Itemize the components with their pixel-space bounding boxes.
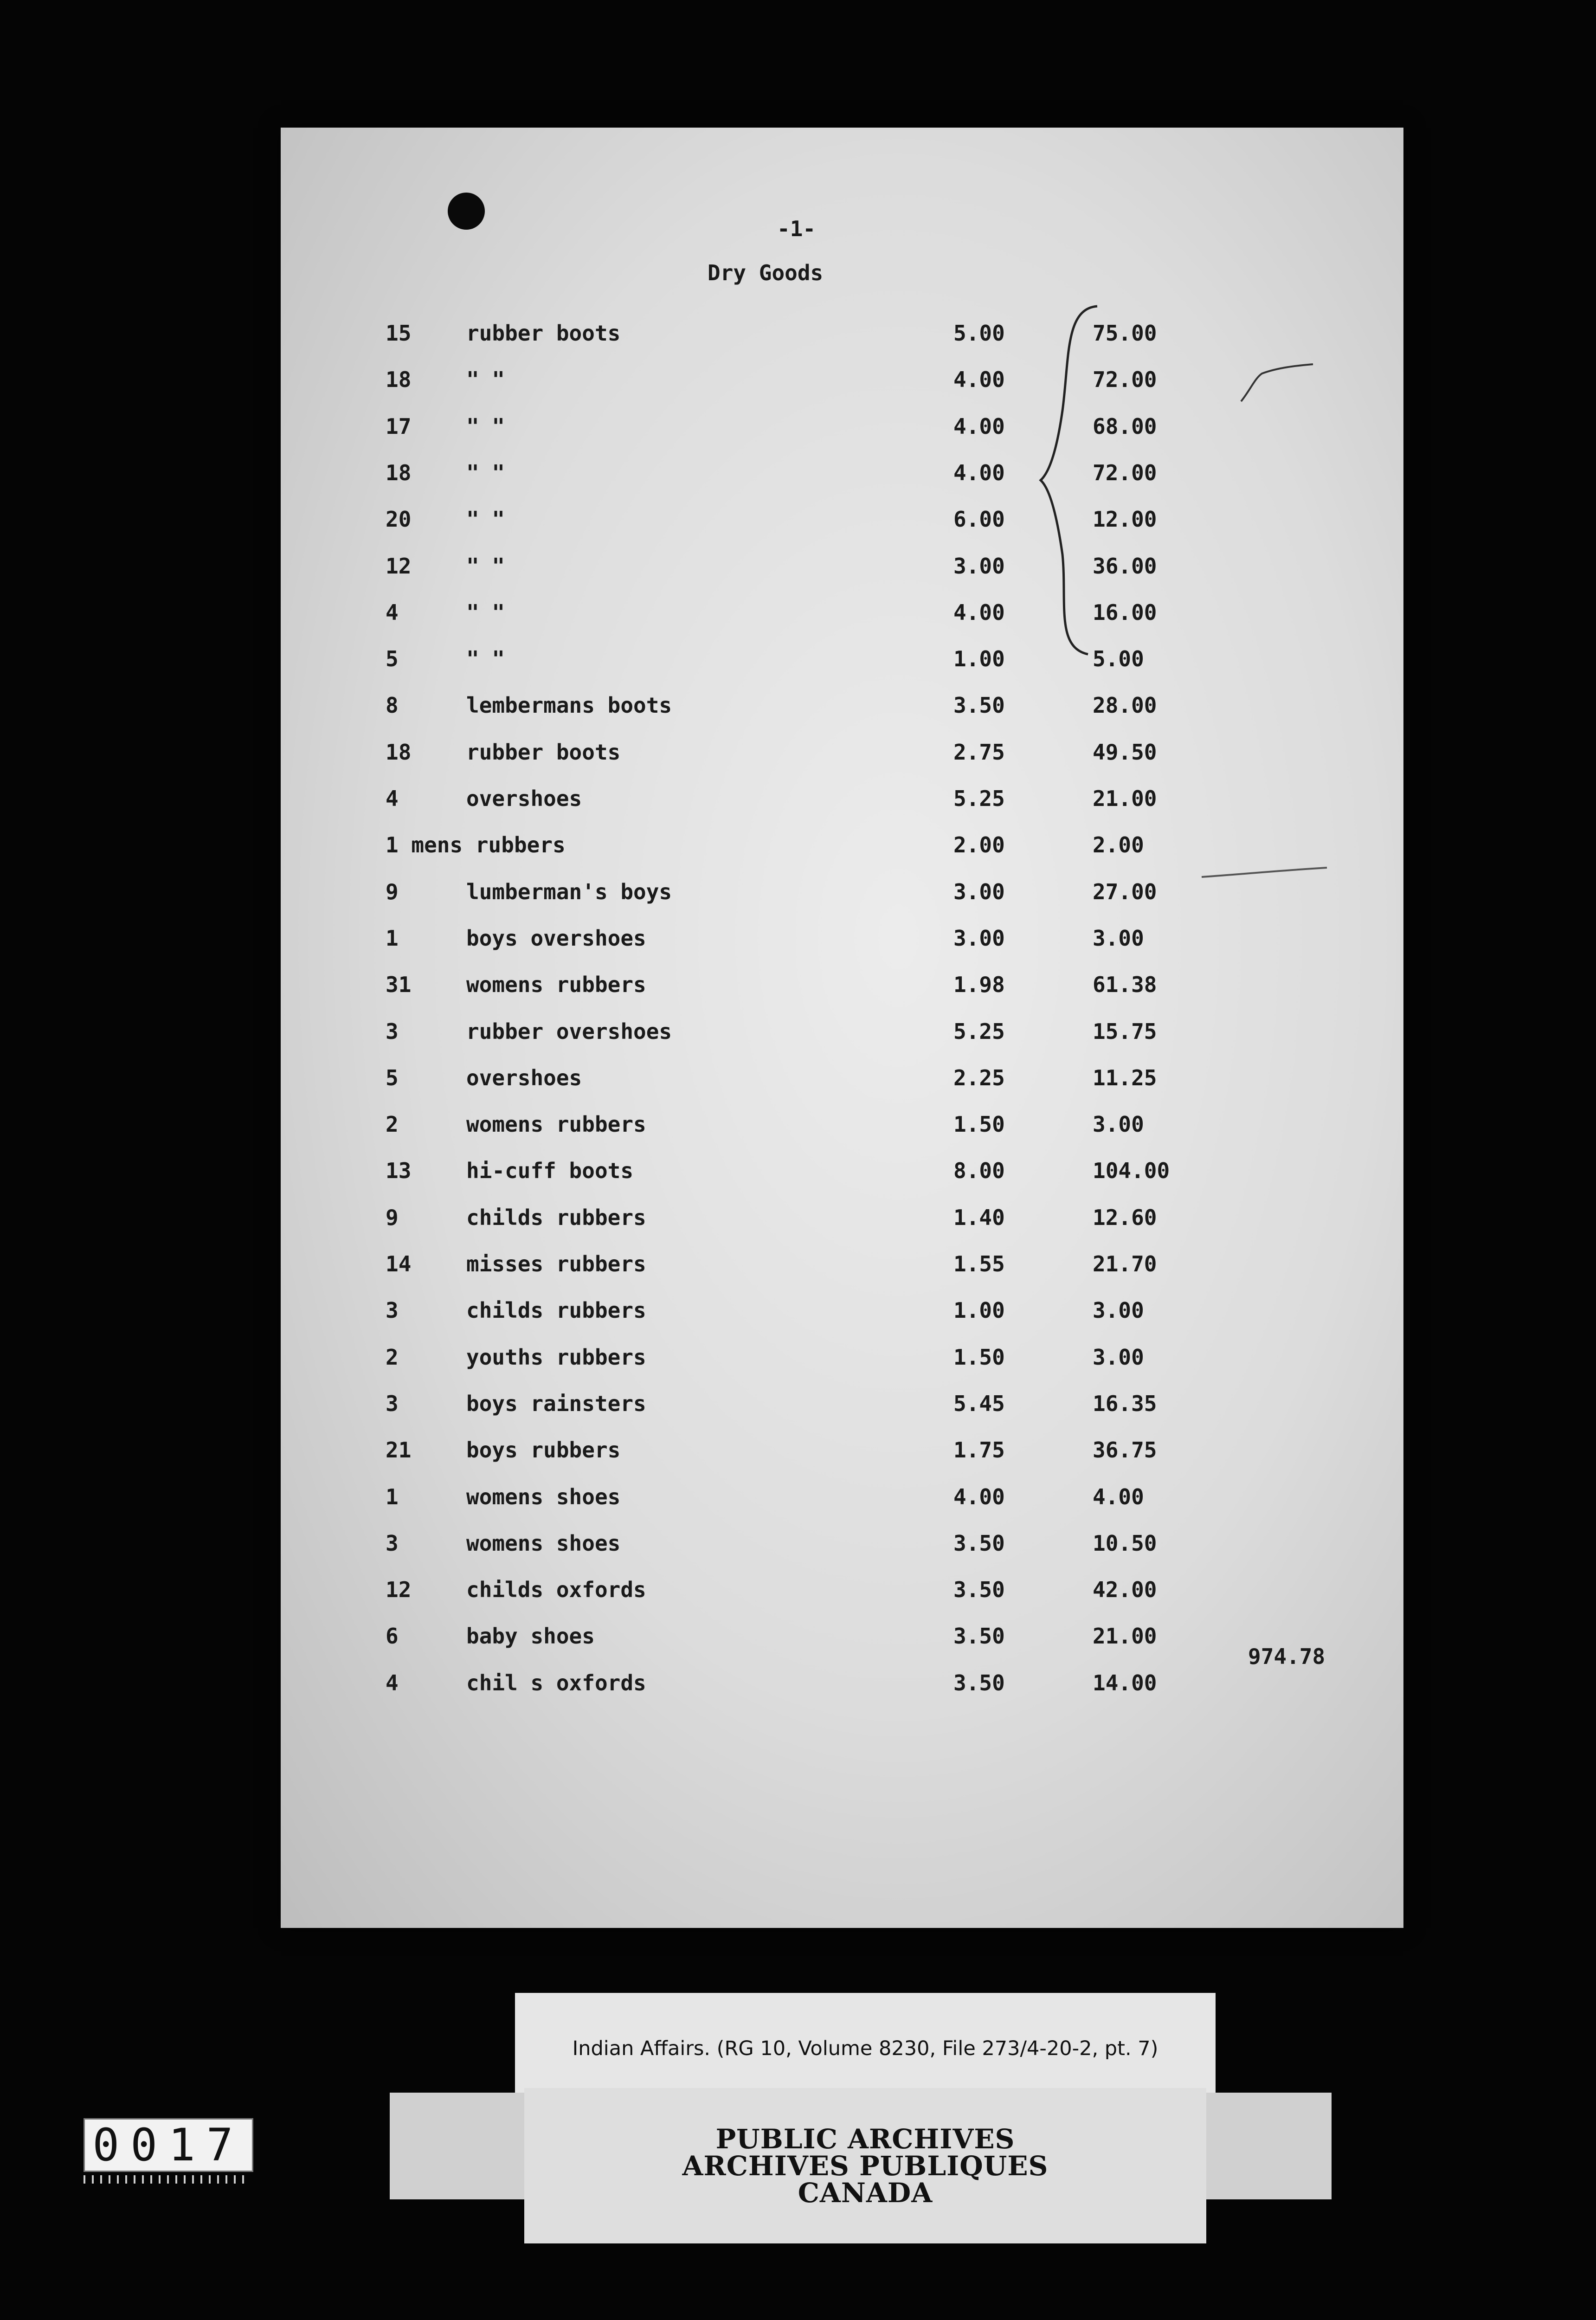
- item-cell: womens shoes: [466, 1484, 621, 1509]
- table-row: [281, 1207, 1403, 1235]
- price-cell: 5.45: [953, 1391, 1005, 1416]
- item-cell: overshoes: [466, 786, 582, 811]
- film-ticks: [84, 2175, 251, 2184]
- total-cell: 5.00: [1093, 646, 1144, 672]
- total-cell: 72.00: [1093, 460, 1157, 485]
- qty-cell: 14: [386, 1251, 412, 1276]
- item-cell: hi-cuff boots: [466, 1158, 634, 1184]
- qty-cell: 8: [386, 693, 399, 718]
- qty-cell: 5: [386, 1065, 399, 1090]
- qty-cell: 3: [386, 1530, 399, 1556]
- price-cell: 5.00: [953, 321, 1005, 346]
- total-cell: 27.00: [1093, 879, 1157, 904]
- price-cell: 4.00: [953, 413, 1005, 439]
- qty-cell: 4: [386, 786, 399, 811]
- total-cell: 21.00: [1093, 786, 1157, 811]
- qty-cell: 2: [386, 1112, 399, 1137]
- table-row: [281, 462, 1403, 490]
- item-cell: boys rubbers: [466, 1437, 621, 1463]
- price-cell: 1.00: [953, 646, 1005, 672]
- table-row: [281, 741, 1403, 769]
- qty-cell: 1 mens rubbers: [386, 832, 566, 858]
- table-row: [281, 1160, 1403, 1188]
- qty-cell: 4: [386, 599, 399, 625]
- check-mark-icon: [1236, 362, 1315, 404]
- item-cell: rubber boots: [466, 321, 621, 346]
- item-cell: " ": [466, 553, 505, 579]
- table-row: [281, 1579, 1403, 1607]
- item-cell: rubber overshoes: [466, 1018, 672, 1044]
- total-cell: 2.00: [1093, 832, 1144, 858]
- grand-total: 974.78: [1248, 1644, 1326, 1669]
- table-row: [281, 1672, 1403, 1700]
- price-cell: 3.50: [953, 693, 1005, 718]
- document-page: [281, 128, 1403, 1928]
- total-cell: 3.00: [1093, 1112, 1144, 1137]
- table-row: [281, 974, 1403, 1002]
- price-cell: 5.25: [953, 786, 1005, 811]
- price-cell: 3.00: [953, 553, 1005, 579]
- item-cell: misses rubbers: [466, 1251, 646, 1276]
- qty-cell: 5: [386, 646, 399, 672]
- total-cell: 21.70: [1093, 1251, 1157, 1276]
- price-cell: 2.00: [953, 832, 1005, 858]
- item-cell: boys rainsters: [466, 1391, 646, 1416]
- table-row: [281, 1344, 1403, 1374]
- total-cell: 36.75: [1093, 1437, 1157, 1463]
- price-cell: 3.50: [953, 1670, 1005, 1695]
- total-cell: 3.00: [1093, 1344, 1144, 1370]
- item-cell: chil s oxfords: [466, 1670, 646, 1695]
- brace-icon: [1037, 304, 1102, 657]
- table-row: [281, 599, 1403, 630]
- total-cell: 3.00: [1093, 925, 1144, 951]
- stamp-line-2: ARCHIVES PUBLIQUES: [682, 2150, 1049, 2182]
- qty-cell: 1: [386, 1484, 399, 1509]
- total-cell: 12.60: [1093, 1205, 1157, 1230]
- item-cell: " ": [466, 599, 505, 625]
- price-cell: 3.50: [953, 1530, 1005, 1556]
- item-cell: youths rubbers: [466, 1344, 646, 1370]
- item-cell: womens rubbers: [466, 972, 646, 998]
- item-cell: womens shoes: [466, 1530, 621, 1556]
- item-cell: lumberman's boys: [466, 879, 672, 904]
- total-cell: 49.50: [1093, 739, 1157, 765]
- qty-cell: 18: [386, 460, 412, 485]
- punch-hole: [448, 193, 485, 230]
- item-cell: rubber boots: [466, 739, 621, 765]
- price-cell: 3.00: [953, 879, 1005, 904]
- qty-cell: 15: [386, 321, 412, 346]
- price-cell: 4.00: [953, 1484, 1005, 1509]
- price-cell: 3.00: [953, 925, 1005, 951]
- total-cell: 12.00: [1093, 507, 1157, 532]
- table-row: [281, 1253, 1403, 1281]
- table-row: [281, 648, 1403, 676]
- price-cell: 5.25: [953, 1018, 1005, 1044]
- item-cell: " ": [466, 460, 505, 485]
- price-cell: 6.00: [953, 507, 1005, 532]
- qty-cell: 18: [386, 367, 412, 393]
- table-row: [281, 695, 1403, 722]
- table-row: [281, 1625, 1403, 1653]
- price-cell: 4.00: [953, 367, 1005, 393]
- price-cell: 1.40: [953, 1205, 1005, 1230]
- item-cell: " ": [466, 507, 505, 532]
- qty-cell: 9: [386, 1205, 399, 1230]
- price-cell: 1.50: [953, 1112, 1005, 1137]
- total-cell: 68.00: [1093, 413, 1157, 439]
- total-cell: 104.00: [1093, 1158, 1170, 1184]
- total-cell: 16.35: [1093, 1391, 1157, 1416]
- item-cell: " ": [466, 646, 505, 672]
- item-cell: boys overshoes: [466, 925, 646, 951]
- price-cell: 3.50: [953, 1624, 1005, 1649]
- qty-cell: 20: [386, 507, 412, 532]
- table-row: [281, 1300, 1403, 1328]
- total-cell: 21.00: [1093, 1624, 1157, 1649]
- item-cell: womens rubbers: [466, 1112, 646, 1137]
- stamp-line-1: PUBLIC ARCHIVES: [715, 2123, 1015, 2155]
- qty-cell: 4: [386, 1670, 399, 1695]
- price-cell: 4.00: [953, 460, 1005, 485]
- table-row: [281, 788, 1403, 816]
- total-cell: 61.38: [1093, 972, 1157, 998]
- archive-caption-label: [515, 1993, 1216, 2104]
- total-cell: 14.00: [1093, 1670, 1157, 1695]
- total-cell: 15.75: [1093, 1018, 1157, 1044]
- total-cell: 28.00: [1093, 693, 1157, 718]
- total-cell: 72.00: [1093, 367, 1157, 393]
- table-row: [281, 925, 1403, 955]
- qty-cell: 3: [386, 1391, 399, 1416]
- price-cell: 1.98: [953, 972, 1005, 998]
- frame-counter: 0017: [84, 2118, 253, 2172]
- archives-stamp: [524, 2088, 1206, 2243]
- qty-cell: 9: [386, 879, 399, 904]
- qty-cell: 17: [386, 413, 412, 439]
- qty-cell: 21: [386, 1437, 412, 1463]
- price-cell: 2.75: [953, 739, 1005, 765]
- price-cell: 8.00: [953, 1158, 1005, 1184]
- table-row: [281, 322, 1403, 350]
- qty-cell: 12: [386, 1577, 412, 1603]
- table-row: [281, 881, 1403, 909]
- table-row: [281, 1018, 1403, 1049]
- item-cell: overshoes: [466, 1065, 582, 1090]
- item-cell: " ": [466, 367, 505, 393]
- qty-cell: 2: [386, 1344, 399, 1370]
- pencil-line-icon: [1199, 861, 1329, 884]
- price-cell: 1.55: [953, 1251, 1005, 1276]
- item-cell: lembermans boots: [466, 693, 672, 718]
- stamp-line-3: CANADA: [798, 2177, 933, 2209]
- table-row: [281, 1393, 1403, 1421]
- page-number: -1-: [777, 216, 816, 241]
- qty-cell: 3: [386, 1298, 399, 1323]
- item-cell: baby shoes: [466, 1624, 595, 1649]
- table-row: [281, 1486, 1403, 1514]
- caption-text: Indian Affairs. (RG 10, Volume 8230, File 273/4-20-2, pt. 7): [572, 2037, 1158, 2060]
- total-cell: 3.00: [1093, 1298, 1144, 1323]
- table-row: [281, 1439, 1403, 1467]
- total-cell: 16.00: [1093, 599, 1157, 625]
- qty-cell: 13: [386, 1158, 412, 1184]
- item-cell: childs oxfords: [466, 1577, 646, 1603]
- total-cell: 42.00: [1093, 1577, 1157, 1603]
- price-cell: 1.50: [953, 1344, 1005, 1370]
- total-cell: 10.50: [1093, 1530, 1157, 1556]
- total-cell: 75.00: [1093, 321, 1157, 346]
- qty-cell: 12: [386, 553, 412, 579]
- price-cell: 3.50: [953, 1577, 1005, 1603]
- table-row: [281, 555, 1403, 583]
- total-cell: 11.25: [1093, 1065, 1157, 1090]
- table-row: [281, 834, 1403, 862]
- price-cell: 4.00: [953, 599, 1005, 625]
- price-cell: 2.25: [953, 1065, 1005, 1090]
- table-row: [281, 369, 1403, 397]
- item-cell: " ": [466, 413, 505, 439]
- total-cell: 36.00: [1093, 553, 1157, 579]
- price-cell: 1.75: [953, 1437, 1005, 1463]
- section-heading: Dry Goods: [708, 260, 824, 285]
- qty-cell: 3: [386, 1018, 399, 1044]
- price-cell: 1.00: [953, 1298, 1005, 1323]
- qty-cell: 6: [386, 1624, 399, 1649]
- qty-cell: 1: [386, 925, 399, 951]
- total-cell: 4.00: [1093, 1484, 1144, 1509]
- item-cell: childs rubbers: [466, 1205, 646, 1230]
- table-row: [281, 1067, 1403, 1095]
- qty-cell: 18: [386, 739, 412, 765]
- qty-cell: 31: [386, 972, 412, 998]
- item-cell: childs rubbers: [466, 1298, 646, 1323]
- table-row: [281, 1114, 1403, 1141]
- table-row: [281, 413, 1403, 444]
- table-row: [281, 1530, 1403, 1560]
- table-row: [281, 509, 1403, 536]
